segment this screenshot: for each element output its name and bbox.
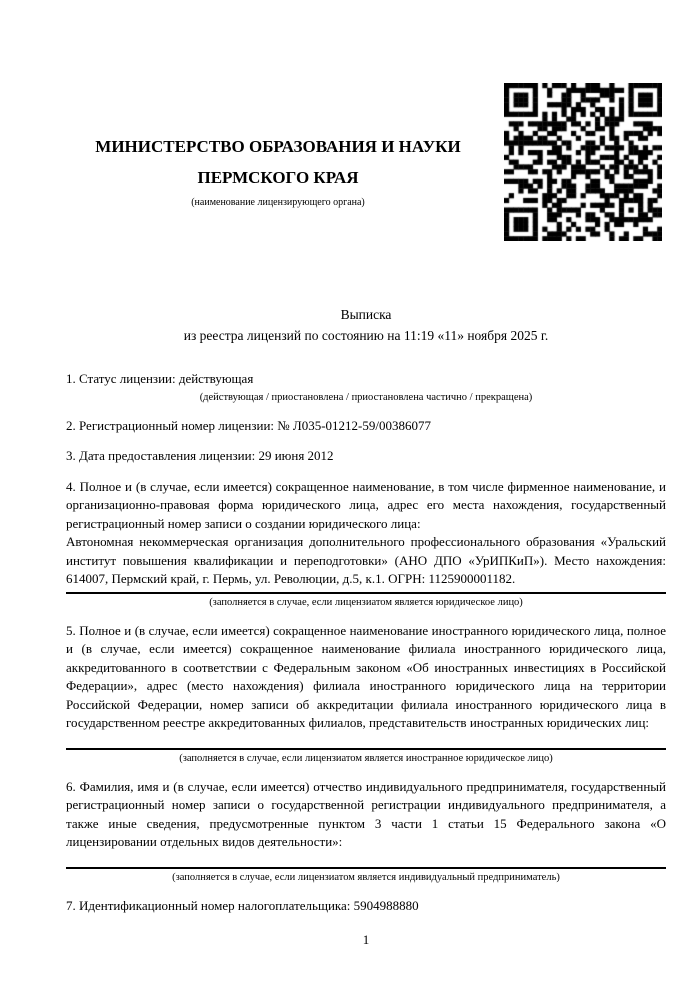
ministry-name-line1: МИНИСТЕРСТВО ОБРАЗОВАНИЯ И НАУКИ <box>95 137 461 156</box>
item-grant-date <box>66 447 666 466</box>
license-status-text: 1. Статус лицензии: действующая <box>66 371 254 386</box>
document-title-line2: из реестра лицензий по состоянию на 11:19 «11» ноября 2025 г. <box>183 328 549 343</box>
document-header <box>66 131 490 210</box>
grant-date-text: 3. Дата предоставления лицензии: 29 июня 2012 <box>66 448 334 463</box>
ministry-caption: (наименование лицензирующего органа) <box>191 197 365 208</box>
individual-entrepreneur-caption: (заполняется в случае, если лицензиатом является индивидуальный предприниматель) <box>172 871 560 883</box>
page-number: 1 <box>362 932 370 947</box>
item-legal-entity <box>66 478 666 610</box>
ministry-name-line2: ПЕРМСКОГО КРАЯ <box>197 168 359 187</box>
individual-entrepreneur-heading: 6. Фамилия, имя и (в случае, если имеется) отчество индивидуального предпринимателя, государственный регистрационный номер записи о государственной регистрации индивидуального предпринимателя, а также иные сведения, предусмотренные пунктом 3 части 1 статьи 15 Федерального закона «О лицензировании отдельных видов деятельности»: <box>66 778 666 849</box>
legal-entity-heading: 4. Полное и (в случае, если имеется) сокращенное наименование, в том числе фирменное наименование, и организационно-правовая форма юридического лица, адрес его места нахождения, государственный регистрационный номер записи о создании юридического лица: <box>66 478 666 531</box>
item-individual-entrepreneur <box>66 778 666 885</box>
legal-entity-fill-line <box>66 592 666 594</box>
foreign-entity-heading: 5. Полное и (в случае, если имеется) сокращенное наименование иностранного юридического лица, полное и (в случае, если имеется) сокращенное наименование филиала иностранного юридического лица, аккредитованного в соответствии с Федеральным законом «Об иностранных инвестициях в Российской Федерации», адрес (место нахождения) филиала иностранного юридического лица на территории Российской Федерации, номер записи об аккредитации филиала иностранного юридического лица в государственном реестре аккредитованных филиалов, представительств иностранных юридических лиц: <box>66 622 666 730</box>
legal-entity-caption: (заполняется в случае, если лицензиатом является юридическое лицо) <box>209 596 523 608</box>
individual-entrepreneur-fill-line <box>66 867 666 869</box>
foreign-entity-fill-line <box>66 748 666 750</box>
taxpayer-number-text: 7. Идентификационный номер налогоплательщика: 5904988880 <box>66 897 419 913</box>
item-registration-number <box>66 417 666 436</box>
legal-entity-value: Автономная некоммерческая организация дополнительного профессионального образования «Уральский институт повышения квалификации и переподготовки» (АНО ДПО «УрИПКиП»). Место нахождения: 614007, Пермский край, г. Пермь, ул. Революции, д.5, к.1. ОГРН: 1125900001182. <box>66 534 666 586</box>
foreign-entity-caption: (заполняется в случае, если лицензиатом является иностранное юридическое лицо) <box>179 752 553 764</box>
item-license-status <box>66 370 666 405</box>
registration-number-text: 2. Регистрационный номер лицензии: № Л035-01212-59/00386077 <box>66 417 432 433</box>
item-foreign-entity <box>66 622 666 766</box>
document-title <box>66 304 666 346</box>
item-taxpayer-number <box>66 897 666 916</box>
document-title-line1: Выписка <box>340 307 392 322</box>
qr-code-icon <box>504 83 662 241</box>
license-status-options-caption: (действующая / приостановлена / приостановлена частично / прекращена) <box>199 391 533 403</box>
